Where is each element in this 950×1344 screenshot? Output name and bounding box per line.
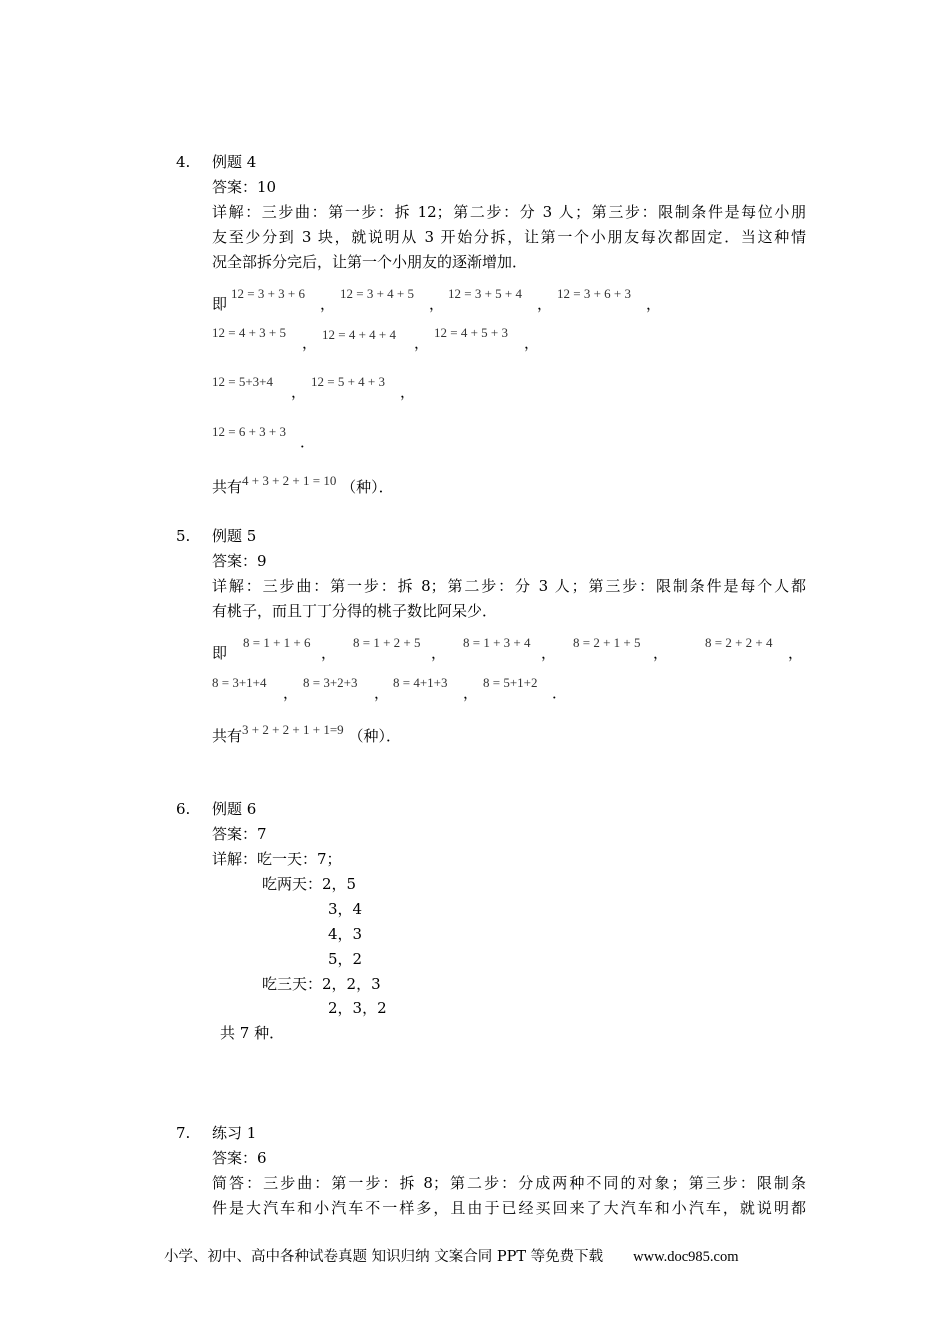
s5-ji-label: 即 bbox=[212, 644, 228, 662]
s5-equation: 8 = 3+2+3 bbox=[303, 675, 358, 690]
s5-equation: 8 = 1 + 2 + 5 bbox=[353, 635, 421, 650]
s5-equation: 8 = 1 + 1 + 6 bbox=[243, 635, 311, 650]
s7-number: 7. bbox=[176, 1124, 191, 1142]
s4-comma: ， bbox=[320, 295, 336, 313]
s4-comma: ， bbox=[429, 295, 445, 313]
s5-total-prefix: 共有 bbox=[212, 727, 243, 745]
s5-comma: ， bbox=[321, 644, 337, 662]
s6-two-days: 吃两天：2，5 bbox=[262, 875, 357, 893]
s5-title: 例题 5 bbox=[212, 527, 257, 545]
s7-brief-line-2: 件是大汽车和小汽车不一样多，且由于已经买回来了大汽车和小汽车，就说明都 bbox=[212, 1199, 806, 1217]
s4-equation: 12 = 3 + 5 + 4 bbox=[448, 286, 522, 301]
s6-two-days-option: 4，3 bbox=[328, 925, 363, 943]
s5-total-suffix: （种）． bbox=[348, 727, 401, 745]
s5-number: 5. bbox=[176, 527, 191, 545]
s5-period: ． bbox=[552, 684, 568, 702]
page-footer bbox=[164, 1247, 739, 1267]
s5-equation: 8 = 2 + 1 + 5 bbox=[573, 635, 641, 650]
s7-answer: 答案：6 bbox=[212, 1149, 267, 1167]
s4-total-equation: 4 + 3 + 2 + 1 = 10 bbox=[242, 473, 337, 488]
s5-comma: ， bbox=[541, 644, 557, 662]
s4-comma: ， bbox=[646, 295, 662, 313]
s5-equation: 8 = 2 + 2 + 4 bbox=[705, 635, 773, 650]
s6-title: 例题 6 bbox=[212, 800, 257, 818]
s4-period: ． bbox=[300, 433, 316, 451]
s4-comma: ， bbox=[414, 334, 430, 352]
s4-detail-line-2: 友至少分到 3 块，就说明从 3 开始分拆，让第一个小朋友每次都固定．当这种情 bbox=[212, 228, 806, 246]
s4-equation: 12 = 4 + 5 + 3 bbox=[434, 325, 508, 340]
s4-equation: 12 = 4 + 3 + 5 bbox=[212, 325, 286, 340]
s4-total-suffix: （种）． bbox=[341, 478, 394, 496]
s5-comma: ， bbox=[653, 644, 669, 662]
s4-comma: ， bbox=[524, 334, 540, 352]
s4-ji-label: 即 bbox=[212, 295, 228, 313]
s4-equation: 12 = 3 + 4 + 5 bbox=[340, 286, 414, 301]
s4-total-prefix: 共有 bbox=[212, 478, 243, 496]
s5-total-equation: 3 + 2 + 2 + 1 + 1=9 bbox=[242, 722, 344, 737]
s4-comma: ， bbox=[400, 383, 416, 401]
s4-equation: 12 = 5+3+4 bbox=[212, 374, 273, 389]
s4-total bbox=[212, 473, 394, 498]
s5-comma: ， bbox=[283, 684, 299, 702]
s4-detail-line-1: 详解：三步曲：第一步：拆 12；第二步：分 3 人；第三步：限制条件是每位小朋 bbox=[212, 203, 806, 221]
s4-answer: 答案：10 bbox=[212, 178, 277, 196]
s4-title: 例题 4 bbox=[212, 153, 257, 171]
footer-text: 小学、初中、高中各种试卷真题 知识归纳 文案合同 PPT 等免费下载 bbox=[164, 1249, 604, 1265]
s4-equation: 12 = 6 + 3 + 3 bbox=[212, 424, 286, 439]
s5-detail-line-1: 详解：三步曲：第一步：拆 8；第二步：分 3 人；第三步：限制条件是每个人都 bbox=[212, 577, 806, 595]
s5-total bbox=[212, 722, 401, 747]
s6-three-days: 吃三天：2，2，3 bbox=[262, 975, 381, 993]
s4-number: 4. bbox=[176, 153, 191, 171]
s4-comma: ， bbox=[537, 295, 553, 313]
s7-title: 练习 1 bbox=[212, 1124, 257, 1142]
s6-number: 6. bbox=[176, 800, 191, 818]
s6-two-days-option: 3，4 bbox=[328, 900, 363, 918]
s6-detail: 详解：吃一天：7； bbox=[212, 850, 342, 868]
s4-comma: ， bbox=[291, 383, 307, 401]
footer-url[interactable]: www.doc985.com bbox=[633, 1249, 739, 1265]
s5-equation: 8 = 3+1+4 bbox=[212, 675, 267, 690]
s5-comma: ， bbox=[431, 644, 447, 662]
s5-equation: 8 = 1 + 3 + 4 bbox=[463, 635, 531, 650]
s6-three-days-option: 2，3，2 bbox=[328, 999, 387, 1017]
s5-comma: ， bbox=[788, 644, 804, 662]
s5-equation: 8 = 5+1+2 bbox=[483, 675, 538, 690]
s6-total: 共 7 种． bbox=[220, 1024, 285, 1042]
s7-brief-line-1: 简答：三步曲：第一步：拆 8；第二步：分成两种不同的对象；第三步：限制条 bbox=[212, 1174, 806, 1192]
s4-equation: 12 = 4 + 4 + 4 bbox=[322, 327, 396, 342]
s5-comma: ， bbox=[374, 684, 390, 702]
s4-comma: ， bbox=[302, 334, 318, 352]
s4-equation: 12 = 3 + 3 + 6 bbox=[231, 286, 305, 301]
s5-comma: ， bbox=[463, 684, 479, 702]
s4-equation: 12 = 5 + 4 + 3 bbox=[311, 374, 385, 389]
s5-answer: 答案：9 bbox=[212, 552, 267, 570]
s5-equation: 8 = 4+1+3 bbox=[393, 675, 448, 690]
s5-detail-line-2: 有桃子，而且丁丁分得的桃子数比阿呆少． bbox=[212, 602, 498, 620]
s6-two-days-option: 5，2 bbox=[328, 950, 363, 968]
s4-detail-line-3: 况全部拆分完后，让第一个小朋友的逐渐增加． bbox=[212, 253, 528, 271]
s4-equation: 12 = 3 + 6 + 3 bbox=[557, 286, 631, 301]
s6-answer: 答案：7 bbox=[212, 825, 267, 843]
